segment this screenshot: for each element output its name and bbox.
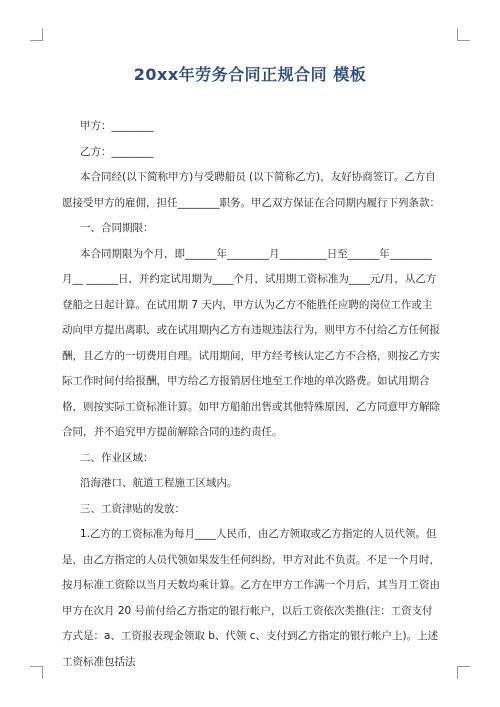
term-paragraph: 本合同期限为个月，即______年________月_________日至______年________月__ ______日，并约定试用期为____个月，试用期工资标准为____元/月，从乙方登船之日起计算。在试用期 7 天内，甲方认为乙方不能胜任应聘的岗位工作或主动向甲方提出离职，或在试用期内乙方有违规违法行为，则甲方不付给乙方任何报酬，且乙方的一切费用自理。试用期间，甲方经考核认定乙方不合格，则按乙方实际工作时间付给报酬，甲方给乙方报销居住地至工作地的单次路费。如试用期合格，则按实际工资标准计算。如甲方船舶出售或其他特殊原因，乙方同意甲方解除合同，并不追究甲方提前解除合同的违约责任。 bbox=[62, 247, 440, 438]
section-heading-wages: 三、工资津贴的发放： bbox=[80, 502, 185, 515]
crop-mark-top-right bbox=[457, 28, 470, 41]
party-a-line: 甲方：________ bbox=[80, 120, 154, 132]
section-heading-area: 二、作业区域： bbox=[80, 451, 154, 464]
crop-mark-bottom-right bbox=[457, 666, 470, 679]
area-paragraph: 沿海港口、航道工程施工区域内。 bbox=[80, 477, 238, 489]
document-title: 20xx年劳务合同正规合同 模板 bbox=[133, 65, 367, 84]
document-body bbox=[62, 114, 440, 675]
section-heading-term: 一、合同期限： bbox=[80, 222, 154, 234]
intro-paragraph: 本合同经(以下简称甲方)与受聘船员 (以下简称乙方)，友好协商签订。乙方自愿接受甲方的雇佣，担任________职务。甲乙双方保证在合同期内履行下列条款： bbox=[62, 171, 440, 209]
party-b-line: 乙方：________ bbox=[80, 145, 154, 158]
wages-paragraph: 1.乙方的工资标准为每月____人民币，由乙方领取或乙方指定的人员代领。但是，由乙方指定的人员代领如果发生任何纠纷，甲方对此不负责。不足一个月时，按月标准工资除以当月天数均乘计算。乙方在甲方工作满一个月后，其当月工资由甲方在次月 20 号前付给乙方指定的银行帐户，以后工资依次类推(注：工资支付方式是：a、工资报表现金领取 b、代领 c、支付到乙方指定的银行帐户上)。上述工资标准包括法 bbox=[62, 528, 440, 668]
crop-mark-top-left bbox=[30, 28, 43, 41]
crop-mark-bottom-left bbox=[30, 666, 43, 679]
